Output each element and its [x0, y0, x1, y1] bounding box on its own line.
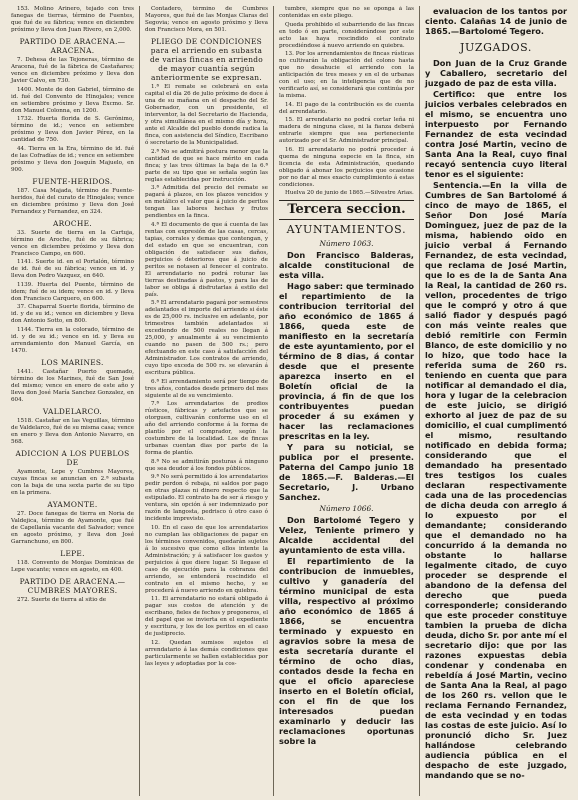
- section-title: Tercera seccion.: [279, 200, 414, 220]
- paragraph: 8.ª No se admitirán posturas á ninguno que sea deudor á los fondos públicos.: [145, 458, 268, 472]
- paragraph: 33. Suerte de tierra en la Cartuja, término de Aroche, fué de su fábrica; vence en diciembre próximo y lleva don Francisco Campo, en 600.: [11, 229, 134, 257]
- paragraph: Queda prohibido el subarriendo de las fincas en todo ó en parte, considerándose por este acto las haya rescindido el contrato procediéndose á nuevo arriendo en quiebra.: [279, 21, 414, 49]
- paragraph: 1.ª El remate se celebrará en esta capital el día 26 de julio próximo de doce á una de su mañana en el despacho del Sr. Gobernador, con un presidente, el interventor, la del Secretario de Hacienda, y otra simultánea en el mismo día y hora, ante el Alcalde del pueblo donde radica la finca, con asistencia del Síndico, Escribano ó secretario de la Municipalidad.: [145, 84, 268, 146]
- paragraph: 272. Suerte de tierra al sitio de: [17, 596, 107, 603]
- paragraph: 11. El arrendatario no estará obligado á pagar sus costos de atención y de escribano, fieles de fechos y pregoneros, el del papel que se invierta en el expediente y escritura, y los de los peritos en el caso de justiprecio.: [145, 596, 268, 637]
- section-heading: AROCHE.: [53, 218, 92, 228]
- section-heading: LOS MARINES.: [41, 357, 104, 367]
- notice-number: Número 1063.: [319, 239, 374, 248]
- paragraph: tumbre, siempre que no se oponga á las contenidas en este pliego.: [279, 6, 414, 19]
- paragraph: 27. Doce fanegas de tierra en Noria de Valdejica, término de Ayamonte, que fué de Capellanía vacante del Salvador; vence en agosto próximo, y lleva don José Garranchuno, en 800.: [11, 510, 134, 545]
- paragraph: 1144. Tierra en la colorado, término de id. y de su id.; vence en id. y lleva su arrendamiento don Manuel García, en 1470.: [11, 326, 134, 354]
- paragraph: 16. El arrendatario no podrá proceder á quema de ninguna especie en la finca, sin licencia de esta Administración, quedando obligado á abonar los perjuicios que ocasione por no dar al mes exacto cumplimiento á estas condiciones.: [279, 146, 414, 188]
- notice-paragraph: Y para su noticial, se publica por el presente. Paterna del Campo junio 18 de 1865.—F. Balderas.—El Secretario, J. Urbano Sanchez.: [279, 442, 414, 502]
- notice-paragraph: Certifico: que entre los juicios verbales celebrados en el mismo, se encuentra uno interpuesto por Fernando Fernandez de esta vecindad contra José Martin, vecino de Santa Ana la Real, cuyo final recayó sentencia cuyo literal tenor es el siguiente:: [425, 89, 567, 179]
- section-heading: AYAMONTE.: [47, 499, 98, 509]
- paragraph: 6.ª El arrendamiento será por tiempo de tres años, contados desde primero del mes siguiente al de su vencimiento.: [145, 378, 268, 399]
- ayuntamientos-heading: AYUNTAMIENTOS.: [286, 223, 407, 236]
- paragraph: 3.ª Admitida del precio del remate se pagará á plazos, en los plazos vencidos y en metálico el valor que á juicio de peritos tengan las labores hechas y frutos pendientes en la finca.: [145, 185, 268, 219]
- column-2: [140, 6, 274, 796]
- paragraph: 118. Convento de Monjas Dominicas de Lepe vacante; vence en agosto, en 400.: [11, 559, 134, 573]
- paragraph: Ayamonte, Lepe y Cumbres Mayores, cuyas fincas se anuncian en 2.ª subasta con la baja de una sexta parte de su tipo en la primera.: [11, 468, 134, 496]
- notice-paragraph: Don Bartolomé Tegero y Velez, Teniente primero y Alcalde accidental del ayuntamiento de esta villa.: [279, 515, 414, 555]
- column-1: [6, 6, 140, 796]
- notice-number: Número 1066.: [319, 504, 374, 513]
- paragraph: 12. Quedan sumisos sujetos el arrendatario á las demás condiciones que particularmente se hallen establecidas por las leyes y adoptadas por la cos-: [145, 639, 268, 667]
- paragraph: 13. Por los arrendamientos de fincas rústicas no cultivarán la obligación del colono hasta que no desahucie el arriendo con la anticipación de tres meses y en el de urbanas con el uso; en la inteligencia que de no verificarlo así, se considerará que continúa por la misma.: [279, 51, 414, 99]
- paragraph: 7. Dehesa de las Tejoneras, término de Aracena, fué de la fábrica de Castañares; vence en diciembre próximo y lleva don Javier Calvo, en 730.: [11, 57, 134, 84]
- juzgados-heading: JUZGADOS.: [460, 41, 532, 54]
- paragraph: 15. El arrendatario no podrá cortar leña ni madera de ninguna clase, ni la fianza deberá entrarle siempre que sea perteneciente autorizado por el Sr. Administrador principal.: [279, 117, 414, 144]
- column-4: [420, 6, 572, 796]
- paragraph: 7.ª Los arrendatarios de predios rústicos, fábricas y artefactos que se otorguen, cultivarán conforme uso en el año del arriendo conforme á la forma de plantío por el comprador, según la costumbre de la localidad. Los de fincas urbanas cuentan dias por parte de la forma de plantío.: [145, 401, 268, 456]
- paragraph: 14. El pago de la contribución es de cuenta del arrendatario.: [279, 101, 414, 115]
- section-heading: VALDELARCO.: [42, 406, 103, 416]
- notice-paragraph: evaluacion de los tantos por ciento. Calañas 14 de junio de 1865.—Bartolomé Tegero.: [425, 6, 567, 36]
- paragraph: 1400. Monte de don Gabriel, término de id. fué del Convento de Hinojales; vence en setiembre próximo y lleva Excmo. Sr. don Manuel Colonna, en 1200.: [11, 86, 134, 114]
- paragraph: 1518. Castañar en las Veguillas, término de Valdelarco, fué de su misma casa; vence en enero y lleva don Antonio Navarro, en 568.: [11, 417, 134, 445]
- paragraph: 153. Molino Arinero, tejado con tres fanegas de tierras, término de Fuentes, que fué de su fábrica; vence en diciembre próximo y lleva don Juan Rivero, en 2,000.: [11, 6, 134, 33]
- section-heading: PLIEGO DE CONDICIONES para el arriendo en subasta de varias fincas en arriendo de mayor cuantía según anteriormente se expresan.: [149, 37, 264, 82]
- section-heading: PARTIDO DE ARACENA.—ARACENA.: [19, 37, 126, 55]
- section-heading: ADICCION A LOS PUEBLOS DE: [15, 448, 130, 467]
- paragraph: 1441. Castañar Puerto quemado, término de los Marines, fué de San José del mismo; vence en enero de este año y lleva don José María Sanchez Gonzalez, en 604.: [11, 368, 134, 403]
- paragraph: 5.ª El arrendatario pagará por semestres adelantados el importe del arriendo si éste es de 25,000 rs. inclusive en adelante, por trimestres también adelantados si excediendo de 500 reales no llegan á 25,000, y anualmente á su vencimiento cuando no pasen de 500 rs.; pero efectuando en este caso á satisfacción del Administrador. Los contratos de arriendo, cuyo tipo exceda de 500 rs. se elevarán á escritura pública.: [145, 300, 268, 376]
- paragraph: 9.ª No será permitido á los arrendatarios pedir perdon ó rebaja, ni saldos por pago en otras plazas ni dinero respecto que la estipulado. El contrato ha de ser á riesgo y ventura, sin opción á ser indemnizado por razón de langosta, pedrisco ú otro caso ó incidente imprevisto.: [145, 474, 268, 522]
- paragraph: 1141. Suerte id. en el Portalón, término de id. fué de su fábrica; vence en id. y lleva don Pedro Vazquez, en 640.: [11, 259, 134, 279]
- notice-paragraph: Hago saber: que terminado el repartimiento de la contribucion territorial del año económico de 1865 á 1866, queda este de manifiesto en la secretaría de este ayuntamiento, por el término de 8 dias, á contar desde que el presente aparezca inserto en el Boletín oficial de la provincia, á fin de que los contribuyentes puedan proceder á su exámen y hacer las reclamaciones prescritas en la ley.: [279, 281, 414, 441]
- notice-paragraph: El repartimiento de la contribucion de inmuebles, cultivo y ganadería del término municipal de esta villa, respectivo al próximo año económico de 1865 á 1866, se encuentra terminado y expuesto en agravios sobre la mesa de esta secretaría durante el término de ocho dias, contados desde la fecha en que el oficio apareciese inserto en el Boletín oficial, con el fin de que los interesados puedan examinarlo y deducir las reclamaciones oportunas sobre la: [279, 556, 414, 746]
- section-heading: FUENTE-HERIDOS.: [32, 176, 113, 186]
- paragraph: 1732. Huerta florida de S. Gerónimo, término de id.; vence en setiembre próximo y lleva don Javier Pérez, en la cantidad de 750.: [11, 116, 134, 143]
- paragraph: 37. Chaparral Suerte florida, término de id. y de su id.; vence en diciembre y lleva don Antonio Sotto, en 800.: [11, 304, 134, 324]
- notice-paragraph: Sentencia.—En la villa de Cumbres de San Bartolomé á cinco de mayo de 1865, el Señor Don José María Dominguez, juez de paz de la misma, habiendo oido en juicio verbal á Fernando Fernandez, de esta vecindad, que reclama de José Martin, que lo es de la de Santa Ana la Real, la cantidad de 260 rs. vellon, procedentes de trigo que le compró y otro á que salió fiador y después pagó con más veinte reales que debió remitirle con Fermin Blanco, de este domicilio y no lo hizo, que todo hace la referida suma de 260 rs. teniendo en cuenta que para notificar al demandado el dia, hora y lugar de la celebracion de este juicio, se dirigió exhorto al juez de paz de su domicilio, el cual cumplimentó el mismo, resultando notificado en debida forma; considerando que el demandado ha presentado tres testigos los cuales declaran respectivamente cada una de las procedencias de dicha deuda con arreglo á lo expuesto por el demandante; considerando que el demandado no ha concurrido á la demanda no obstante lo hallarse legalmente citado, de cuyo proceder se desprende el abandono de la defensa del derecho que pueda corresponderle; considerando que este proceder constituye tambien la prueba de dicha deuda, dicho Sr. por ante mí el secretario dijo: que por las razones expuestas debia condenar y condenaba en rebeldía á José Martin, vecino de Santa Ana la Real, al pago de los 260 rs. vellon que le reclama Fernando Fernandez, de esta vecindad y en todas las costas de este juicio. Así lo pronunció dicho Sr. Juez hallándose celebrando audiencia pública en el despacho de este juzgado, mandando que se no-: [425, 180, 567, 780]
- section-heading: PARTIDO DE ARACENA.—CUMBRES MAYORES.: [19, 576, 126, 595]
- paragraph: 187. Casa Majada, término de Fuente-heridos, fué del curato de Hinojales; vence en diciembre próximo y lleva don José Fernandez y Fernandez, en 324.: [11, 187, 134, 215]
- paragraph: 1139. Huerta del Puente, término de idem; fué de su idem; vence en id. y lleva don Francisco Carquero, en 600.: [11, 281, 134, 302]
- paragraph: Contadero, término de Cumbres Mayores, que fué de las Monjas Claras del Segovia; vence en agosto próximo y lleva don Francisco Mora, en 501.: [145, 6, 268, 33]
- paragraph: 10. En el caso de que los arrendatarios no cumplan las obligaciones de pagar en los términos convenidos, quedarán sujetos á lo sucesivo que como ellos intente la Administración; y á satisfacer los gastos y perjuicios á que diere lugar. Si llegase el caso de ejecución para la cobranza del arriendo, se entenderá rescindido el contrato en el mismo hecho, y se procederá á nuevo arriendo en quiebra.: [145, 524, 268, 594]
- section-heading: LEPE.: [60, 548, 85, 558]
- column-3: [274, 6, 420, 796]
- paragraph: 4.ª El documento de que á cuenta de las rentas con expresión de las casas, cercas, tapias, corrales y demas que contengan, y del estado en que se encuentran, con obligación de satisfacer sus daños, perjuicios ó deterioros que á juicio de peritos se notasen al fenecer el contrato. El arrendatario no podrá roturar las tierras destinadas á pastos, y para las de labor se obliga á disfrutarlas á estilo del país.: [145, 221, 268, 298]
- notice-paragraph: Don Francisco Balderas, alcalde constitucional de esta villa.: [279, 250, 414, 280]
- paragraph: 2.ª No se admitirá postura menor que la cantidad de que se hace mérito en cada finca; y las tres últimas la baja de la 6.ª parte de su tipo que se señala según las reglas establecidas por instrucción.: [145, 148, 268, 183]
- paragraph: 44. Tierra en la Era, término de id. fué de las Cofradías de id.; vence en setiembre próximo y lleva don Joaquín Majuelo, en 900.: [11, 145, 134, 173]
- notice-paragraph: Don Juan de la Cruz Grande y Caballero, secretario del juzgado de paz de esta villa.: [425, 58, 567, 88]
- paragraph: Huelva 20 de junio de 1865.—Silvestre Arias.: [285, 190, 414, 196]
